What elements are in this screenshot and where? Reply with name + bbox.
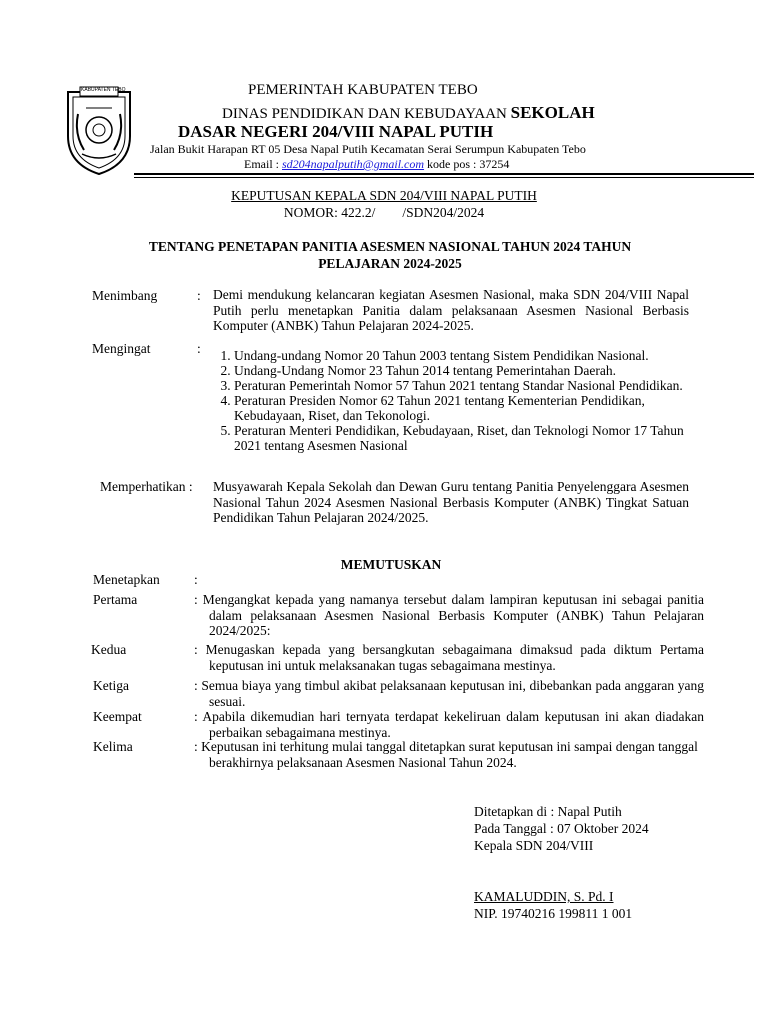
menimbang-label: Menimbang (92, 288, 158, 303)
mengingat-item: 5. Peraturan Menteri Pendidikan, Kebudayaan, Riset, dan Teknologi Nomor 17 Tahun 2021 tentang Asesmen Nasional (234, 423, 694, 453)
memperhatikan-label: Memperhatikan : (100, 479, 193, 494)
decree-title: KEPUTUSAN KEPALA SDN 204/VIII NAPAL PUTIH (231, 188, 537, 203)
header-address: Jalan Bukit Harapan RT 05 Desa Napal Putih Kecamatan Serai Serumpun Kabupaten Tebo (150, 142, 586, 156)
signature-position: Kepala SDN 204/VIII (474, 838, 594, 853)
mengingat-item: 1. Undang-undang Nomor 20 Tahun 2003 tentang Sistem Pendidikan Nasional. (234, 348, 694, 363)
header-office (222, 103, 595, 123)
header-rule-thin (134, 177, 754, 178)
signature-date: Pada Tanggal : 07 Oktober 2024 (474, 821, 649, 836)
diktum-label-kelima: Kelima (93, 739, 133, 754)
decree-subject (110, 238, 670, 272)
diktum-label-keempat: Keempat (93, 709, 142, 724)
menimbang-colon: : (197, 288, 201, 303)
diktum-label-pertama: Pertama (93, 592, 138, 607)
email-link[interactable]: sd204napalputih@gmail.com (282, 157, 425, 171)
memutuskan-heading: MEMUTUSKAN (340, 557, 442, 572)
decree-number: NOMOR: 422.2/ /SDN204/2024 (283, 205, 485, 220)
signatory-name: KAMALUDDIN, S. Pd. I (474, 889, 614, 904)
header-government: PEMERINTAH KABUPATEN TEBO (248, 82, 478, 98)
diktum-text-kedua: : Menugaskan kepada yang bersangkutan sebagaimana dimaksud pada diktum Pertama keputusan ini untuk melaksanakan tugas sebagaimana mestinya. (194, 642, 704, 673)
mengingat-colon: : (197, 341, 201, 356)
diktum-label-ketiga: Ketiga (93, 678, 129, 693)
postal-code: kode pos : 37254 (424, 157, 510, 171)
mengingat-label: Mengingat (92, 341, 151, 356)
decree-subject-line2: PELAJARAN 2024-2025 (318, 256, 462, 271)
diktum-label-kedua: Kedua (91, 642, 127, 657)
signatory-nip: NIP. 19740216 199811 1 001 (474, 906, 633, 921)
header-school-name: DASAR NEGERI 204/VIII NAPAL PUTIH (178, 122, 494, 141)
menimbang-text: Demi mendukung kelancaran kegiatan Asesmen Nasional, maka SDN 204/VIII Napal Putih perlu menetapkan Panitia dalam pelaksanaan Asesmen Nasional Berbasis Komputer (ANBK) Tahun Pelajaran 2024-2025. (213, 287, 689, 333)
decree-subject-line1: TENTANG PENETAPAN PANITIA ASESMEN NASIONAL TAHUN 2024 TAHUN (148, 239, 632, 254)
diktum-text-pertama: : Mengangkat kepada yang namanya tersebut dalam lampiran keputusan ini sebagai panitia dalam pelaksanaan Asesmen Nasional Berbasis Komputer (ANBK) Tahun Pelajaran 2024/2025: (194, 592, 704, 638)
mengingat-item: 3. Peraturan Pemerintah Nomor 57 Tahun 2021 tentang Standar Nasional Pendidikan. (234, 378, 694, 393)
menetapkan-label: Menetapkan (93, 572, 160, 587)
logo-caption: KABUPATEN TEBO (81, 87, 126, 93)
header-rule-thick (134, 173, 754, 175)
diktum-text-kelima: : Keputusan ini terhitung mulai tanggal ditetapkan surat keputusan ini sampai dengan tanggal berakhirnya pelaksanaan Asesmen Nasional Tahun 2024. (194, 739, 698, 770)
header-contact (244, 157, 509, 172)
diktum-text-ketiga: : Semua biaya yang timbul akibat pelaksanaan keputusan ini, dibebankan pada anggaran yang sesuai. (194, 678, 704, 709)
mengingat-list (214, 348, 694, 453)
diktum-text-keempat: : Apabila dikemudian hari ternyata terdapat kekeliruan dalam keputusan ini akan diadakan perbaikan sebagaimana mestinya. (194, 709, 704, 740)
mengingat-item: 4. Peraturan Presiden Nomor 62 Tahun 2021 tentang Kementerian Pendidikan, Kebudayaan, Riset, dan Tekonologi. (234, 393, 694, 423)
mengingat-item: 2. Undang-Undang Nomor 23 Tahun 2014 tentang Pemerintahan Daerah. (234, 363, 694, 378)
menetapkan-colon: : (194, 572, 198, 587)
header-office-name: DINAS PENDIDIKAN DAN KEBUDAYAAN (222, 106, 511, 122)
memperhatikan-text: Musyawarah Kepala Sekolah dan Dewan Guru tentang Panitia Penyelenggara Asesmen Nasional Tahun 2024 Asesmen Nasional Berbasis Komputer (ANBK) Tingkat Satuan Pendidikan Tahun Pelajaran 2024/2025. (213, 479, 689, 525)
header-school-word: SEKOLAH (510, 103, 595, 122)
signature-place: Ditetapkan di : Napal Putih (474, 804, 622, 819)
email-label: Email : (244, 157, 282, 171)
regency-logo (64, 84, 134, 176)
coat-of-arms-icon (64, 84, 134, 176)
